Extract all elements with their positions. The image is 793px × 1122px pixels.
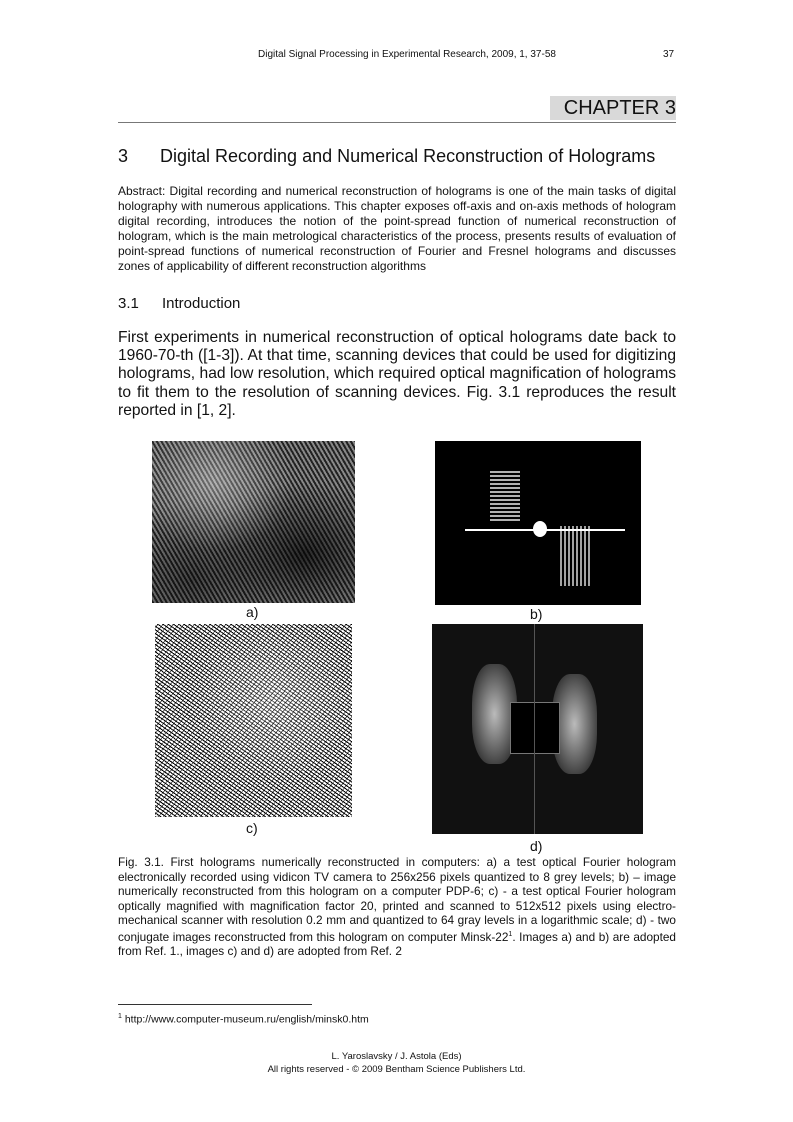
caption-footnote-ref[interactable]: 1 [508, 930, 513, 938]
figure-a-label: a) [246, 604, 259, 620]
figure-caption [118, 855, 676, 959]
chapter-title [118, 146, 655, 167]
page-number: 37 [663, 49, 675, 60]
figure-d-label: d) [530, 838, 543, 854]
footnote-url[interactable]: http://www.computer-museum.ru/english/minsk0.htm [121, 1013, 369, 1026]
footer-authors: L. Yaroslavsky / J. Astola (Eds) [331, 1051, 462, 1062]
figure-a-image [152, 441, 355, 603]
chapter-number: 3 [118, 146, 129, 166]
footnote-rule [118, 1004, 312, 1005]
section-number: 3.1 [118, 295, 139, 312]
figure-c-label: c) [246, 820, 258, 836]
chapter-title-text: Digital Recording and Numerical Reconstruction of Holograms [160, 146, 656, 166]
caption-text-end: . Images a) and b) are adopted from Ref. 1., images c) and d) are adopted from Ref. 2 [118, 929, 676, 959]
caption-text: Fig. 3.1. First holograms numerically reconstructed in computers: a) a test optical Fourier hologram electronically recorded using vidicon TV camera to 256x256 pixels quantized to 8 grey levels; b) – image numerically reconstructed from this hologram on a computer PDP-6; c) - a test optical Fourier hologram optically magnified with magnification factor 20, printed and scanned to 512x512 pixels using electro-mechanical scanner with resolution 0.2 mm and quantized to 64 gray levels in a logarithmic scale; d) - two conjugate images reconstructed from this hologram on computer Minsk-22 [118, 855, 676, 944]
body-paragraph: First experiments in numerical reconstruction of optical holograms date back to 1960-70-th ([1-3]). At that time, scanning devices that could be used for digitizing holograms, had low resolution, which required optical magnification of holograms to fit them to the resolution of scanning devices. Fig. 3.1 reproduces the result reported in [1, 2]. [118, 329, 676, 419]
footer-rights: All rights reserved - © 2009 Bentham Science Publishers Ltd. [267, 1064, 526, 1075]
chapter-label: CHAPTER 3 [550, 96, 676, 120]
section-title: Introduction [162, 295, 241, 312]
header-rule [118, 122, 676, 123]
figure-d-image [432, 624, 643, 834]
footnote [118, 1013, 369, 1026]
figure-b-image [435, 441, 641, 605]
figure-b-label: b) [530, 606, 543, 622]
journal-title: Digital Signal Processing in Experimental Research, 2009, 1, 37-58 [258, 49, 556, 60]
footnote-mark: 1 [118, 1013, 122, 1020]
abstract: Abstract: Digital recording and numerical reconstruction of holograms is one of the main tasks of digital holography with numerous applications. This chapter exposes off-axis and on-axis methods of hologram digital recording, introduces the notion of the point-spread function of numerical reconstruction of hologram, which is the main metrological characteristics of the process, presents results of evaluation of point-spread functions of numerical reconstruction of Fourier and Fresnel holograms and discusses zones of applicability of different reconstruction algorithms [118, 184, 676, 273]
figure-c-image [155, 624, 352, 817]
section-heading [118, 295, 240, 312]
